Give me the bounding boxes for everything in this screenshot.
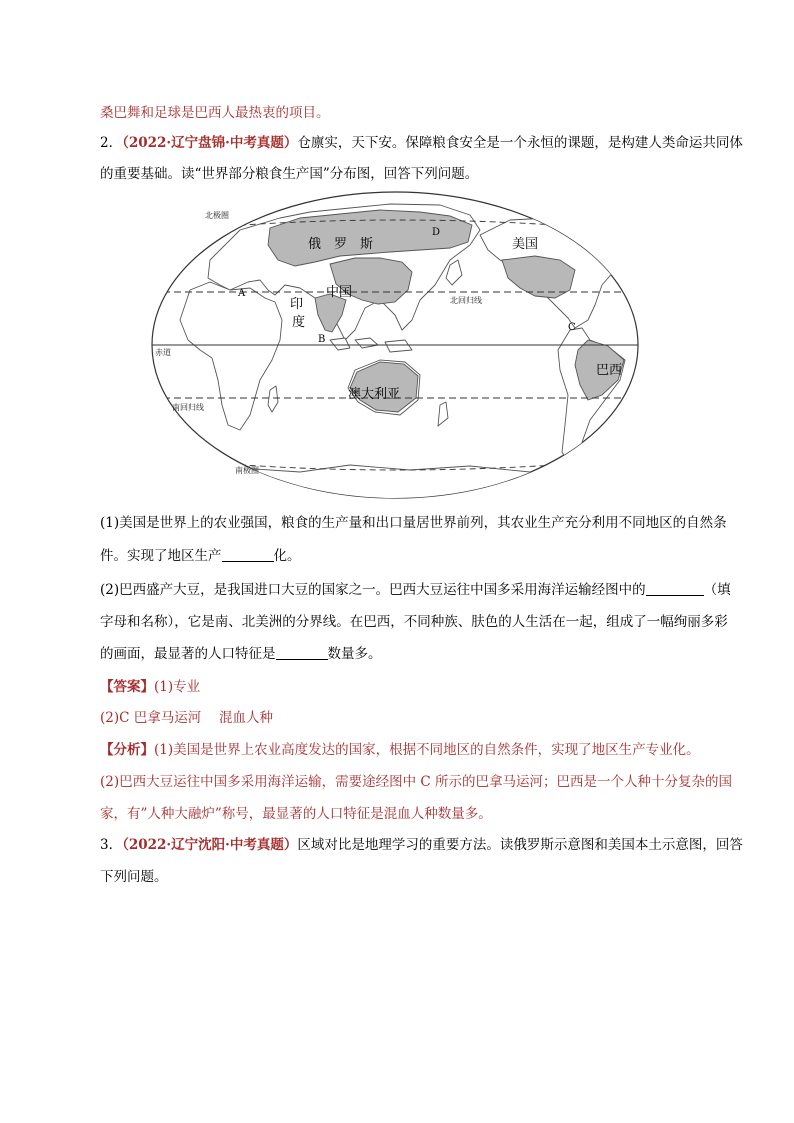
analysis-1: (1)美国是世界上农业高度发达的国家，根据不同地区的自然条件，实现了地区生产专业化。 — [154, 742, 700, 758]
q3-stem-line1 — [100, 835, 743, 855]
point-c-label: C — [568, 322, 576, 333]
tropic-cancer-label: 北回归线 — [450, 296, 482, 305]
answer-blank-1[interactable] — [222, 547, 274, 562]
q3-number: 3． — [100, 837, 123, 853]
india-label-1: 印 — [290, 297, 304, 312]
q2-stem-line2: 的重要基础。读“世界部分粮食生产国”分布图，回答下列问题。 — [100, 166, 479, 182]
q2-sub1-line2 — [100, 546, 301, 566]
q2-sub2-text-a: (2)巴西盛产大豆，是我国进口大豆的国家之一。巴西大豆运往中国多采用海洋运输经图中的 — [100, 582, 646, 598]
arctic-circle-label: 北极圈 — [205, 211, 229, 220]
q2-number: 2． — [100, 135, 123, 151]
analysis-line-3: 家，有”人种大融炉”称号，最显著的人口特征是混血人种数量多。 — [100, 806, 492, 822]
q2-stem-line1 — [100, 133, 743, 153]
q3-stem-text1: 区域对比是地理学习的重要方法。读俄罗斯示意图和美国本土示意图，回答 — [297, 837, 743, 853]
brazil-label: 巴西 — [596, 363, 623, 378]
analysis-tag: 【分析】 — [100, 742, 154, 758]
q2-sub2-line2: 字母和名称），它是南、北美洲的分界线。在巴西，不同种族、肤色的人生活在一起，组成了一幅绚丽多彩 — [100, 614, 728, 630]
equator-label: 赤道 — [155, 348, 171, 357]
world-grain-map — [150, 190, 640, 500]
q2-sub1-text-b: 化。 — [273, 548, 301, 564]
answer-1: (1)专业 — [154, 679, 201, 695]
answer-blank-2[interactable] — [646, 581, 704, 596]
analysis-line-2: (2)巴西大豆运往中国多采用海洋运输，需要途经图中 C 所示的巴拿马运河；巴西是一个人种十分复杂的国 — [100, 774, 733, 790]
q2-sub2-text-d: 数量多。 — [327, 646, 382, 662]
antarctic-circle-label: 南极圈 — [235, 466, 259, 475]
q3-stem-line2: 下列问题。 — [100, 869, 168, 885]
greenland-land — [590, 196, 638, 230]
answer-line-2: (2)C 巴拿马运河 混血人种 — [100, 710, 274, 726]
answer-tag: 【答案】 — [100, 679, 154, 695]
q2-stem-text1: 仓廪实，天下安。保障粮食安全是一个永恒的课题，是构建人类命运共同体 — [297, 135, 743, 151]
india-label-2: 度 — [292, 315, 306, 330]
answer-line-1 — [100, 677, 200, 697]
point-b-label: B — [318, 334, 326, 345]
point-d-label: D — [432, 227, 441, 238]
q2-source: （2022·辽宁盘锦·中考真题） — [122, 135, 298, 151]
intro-line: 桑巴舞和足球是巴西人最热衷的项目。 — [100, 105, 330, 121]
china-label: 中国 — [326, 285, 353, 300]
analysis-line-1 — [100, 740, 700, 760]
answer-blank-3[interactable] — [276, 645, 328, 660]
q2-sub2-text-b: （填 — [703, 582, 731, 598]
australia-label: 澳大利亚 — [348, 387, 401, 402]
q2-sub2-line3 — [100, 644, 382, 664]
usa-label: 美国 — [512, 237, 539, 252]
point-a-label: A — [238, 288, 246, 299]
tropic-capricorn-label: 南回归线 — [172, 403, 204, 412]
q2-sub1-line1: (1)美国是世界上的农业强国，粮食的生产量和出口量居世界前列，其农业生产充分利用不同地区的自然条 — [100, 515, 727, 531]
q3-source: （2022·辽宁沈阳·中考真题） — [122, 837, 298, 853]
q2-sub1-text-a: 件。实现了地区生产 — [100, 548, 222, 564]
q2-sub2-text-c: 的画面，最显著的人口特征是 — [100, 646, 276, 662]
russia-label: 俄 罗 斯 — [308, 237, 374, 252]
q2-sub2-line1 — [100, 580, 731, 600]
